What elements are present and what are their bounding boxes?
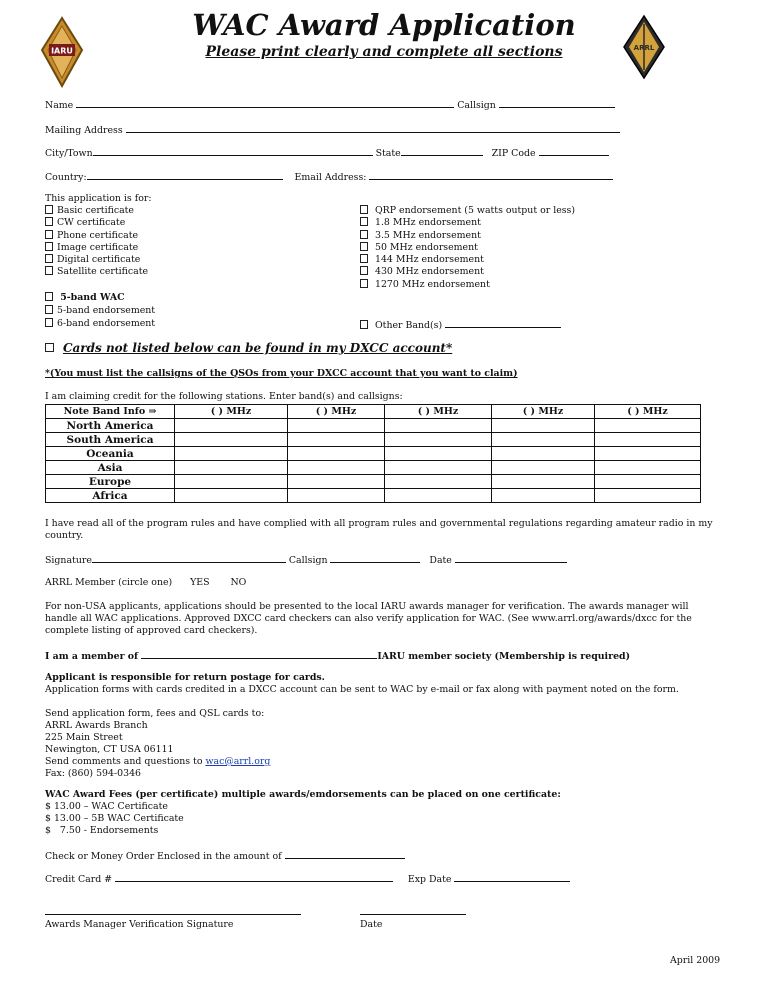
city-field[interactable] bbox=[93, 146, 373, 156]
callsign-cell[interactable] bbox=[595, 475, 701, 489]
signature-row: Signature Callsign Date bbox=[45, 553, 567, 566]
city-row bbox=[45, 146, 609, 159]
callsign-cell[interactable] bbox=[288, 447, 385, 461]
callsign-cell[interactable] bbox=[385, 433, 492, 447]
callsign-cell[interactable] bbox=[385, 419, 492, 433]
member-society-field[interactable] bbox=[141, 649, 377, 659]
arrl-logo-text: ARRL bbox=[633, 44, 655, 52]
region-label: Asia bbox=[46, 461, 175, 475]
state-label: State bbox=[375, 148, 401, 159]
table-row bbox=[46, 447, 701, 461]
country-field[interactable] bbox=[87, 170, 283, 180]
arrl-member-row: ARRL Member (circle one) YES NO bbox=[45, 577, 247, 588]
name-label: Name bbox=[45, 100, 74, 111]
name-field[interactable] bbox=[76, 98, 454, 108]
other-bands-option[interactable]: Other Band(s) bbox=[360, 318, 561, 331]
city-label: City/Town bbox=[45, 148, 93, 159]
checkbox[interactable] bbox=[360, 242, 368, 251]
iaru-logo-text: IARU bbox=[51, 46, 73, 56]
verification-signature-label: Awards Manager Verification Signature bbox=[45, 919, 234, 930]
callsign-cell[interactable] bbox=[175, 475, 288, 489]
checkbox[interactable] bbox=[360, 217, 368, 226]
checkbox[interactable] bbox=[360, 266, 368, 275]
dxcc-footnote: *(You must list the callsigns of the QSOs from your DXCC account that you want to claim) bbox=[45, 368, 518, 379]
callsign-cell[interactable] bbox=[288, 475, 385, 489]
application-heading: This application is for: bbox=[45, 193, 152, 204]
five-band-wac-checkbox[interactable] bbox=[45, 292, 53, 301]
certificate-option[interactable]: CW certificate bbox=[45, 217, 148, 229]
zip-label: ZIP Code bbox=[491, 148, 536, 159]
callsign-cell[interactable] bbox=[385, 461, 492, 475]
checkbox[interactable] bbox=[360, 254, 368, 263]
non-usa-text: For non-USA applicants, applications should be presented to the local IARU awards manager for verification. The awards manager will handle all WAC applications. Approved DXCC card checkers can also verify application for WAC. (See www.arrl.org/awards/dxcc for the complete listing of approved card checkers). bbox=[45, 601, 692, 636]
endorsement-options bbox=[360, 205, 575, 291]
checkbox[interactable] bbox=[45, 305, 53, 314]
table-row bbox=[46, 461, 701, 475]
arrl-member-yes[interactable]: YES bbox=[190, 577, 210, 588]
name-row bbox=[45, 98, 615, 111]
callsign-cell[interactable] bbox=[492, 475, 595, 489]
postage-text: Application forms with cards credited in a DXCC account can be sent to WAC by e-mail or fax along with payment noted on the form. bbox=[45, 684, 679, 695]
checkbox[interactable] bbox=[45, 205, 53, 214]
certificate-option[interactable]: Satellite certificate bbox=[45, 266, 148, 278]
callsign-cell[interactable] bbox=[175, 433, 288, 447]
other-bands-field[interactable] bbox=[445, 318, 561, 328]
check-amount-field[interactable] bbox=[285, 849, 405, 859]
dxcc-checkbox[interactable] bbox=[45, 343, 54, 352]
callsign-cell[interactable] bbox=[595, 461, 701, 475]
email-link[interactable]: wac@arrl.org bbox=[205, 756, 271, 767]
checkbox[interactable] bbox=[360, 230, 368, 239]
credit-card-field[interactable] bbox=[115, 872, 393, 882]
region-label: North America bbox=[46, 419, 175, 433]
callsign-label: Callsign bbox=[457, 100, 496, 111]
mailing-address-label: Mailing Address bbox=[45, 125, 123, 136]
table-row bbox=[46, 489, 701, 503]
endorsement-option[interactable]: 144 MHz endorsement bbox=[360, 254, 575, 266]
mailing-address-row bbox=[45, 123, 620, 136]
page-subtitle: Please print clearly and complete all sections bbox=[205, 44, 563, 60]
certificate-option[interactable]: Phone certificate bbox=[45, 230, 148, 242]
exp-date-field[interactable] bbox=[454, 872, 570, 882]
other-bands-checkbox[interactable] bbox=[360, 320, 368, 329]
mailing-address-field[interactable] bbox=[126, 123, 620, 133]
callsign-cell[interactable] bbox=[288, 433, 385, 447]
fee-item: $ 7.50 - Endorsements bbox=[45, 825, 159, 836]
state-field[interactable] bbox=[401, 146, 483, 156]
claim-table bbox=[45, 404, 701, 503]
band-endorsement-options bbox=[45, 305, 155, 330]
fees-section: WAC Award Fees (per certificate) multiple awards/emdorsements can be placed on one certificate: $ 13.00 – WAC Certificate $ 13.00 – 5B WAC Certificate $ 7.50 - Endorsements bbox=[45, 789, 561, 836]
endorsement-option[interactable]: 1.8 MHz endorsement bbox=[360, 217, 575, 229]
region-label: Europe bbox=[46, 475, 175, 489]
declaration-text: I have read all of the program rules and have complied with all program rules and governmental regulations regarding amateur radio in my country. bbox=[45, 518, 713, 541]
verification-date-field[interactable] bbox=[360, 905, 466, 915]
credit-card-row: Credit Card # Exp Date bbox=[45, 872, 570, 885]
table-row bbox=[46, 475, 701, 489]
fee-item: $ 13.00 – WAC Certificate bbox=[45, 801, 168, 812]
callsign-cell[interactable] bbox=[385, 447, 492, 461]
member-of-row: I am a member of IARU member society (Membership is required) bbox=[45, 651, 631, 662]
page-title: WAC Award Application bbox=[192, 8, 576, 42]
certificate-option[interactable]: Image certificate bbox=[45, 242, 148, 254]
email-field[interactable] bbox=[369, 170, 613, 180]
table-row bbox=[46, 419, 701, 433]
checkbox[interactable] bbox=[45, 242, 53, 251]
band-header[interactable]: ( ) MHz bbox=[288, 405, 385, 419]
callsign-cell[interactable] bbox=[492, 419, 595, 433]
callsign-cell[interactable] bbox=[175, 447, 288, 461]
fee-item: $ 13.00 – 5B WAC Certificate bbox=[45, 813, 184, 824]
endorsement-option[interactable]: 430 MHz endorsement bbox=[360, 266, 575, 278]
checkbox[interactable] bbox=[360, 205, 368, 214]
band-header[interactable]: ( ) MHz bbox=[595, 405, 701, 419]
callsign-cell[interactable] bbox=[385, 489, 492, 503]
five-band-wac-option[interactable]: 5-band WAC bbox=[45, 292, 125, 303]
checkbox[interactable] bbox=[45, 230, 53, 239]
certificate-options bbox=[45, 205, 148, 279]
table-header-row bbox=[46, 405, 701, 419]
callsign-cell[interactable] bbox=[175, 489, 288, 503]
region-label: Africa bbox=[46, 489, 175, 503]
verification-date-label: Date bbox=[360, 919, 383, 930]
callsign-cell[interactable] bbox=[492, 461, 595, 475]
callsign-cell[interactable] bbox=[288, 419, 385, 433]
claim-text: I am claiming credit for the following stations. Enter band(s) and callsigns: bbox=[45, 391, 403, 402]
callsign-cell[interactable] bbox=[595, 447, 701, 461]
country-label: Country: bbox=[45, 172, 87, 183]
callsign-cell[interactable] bbox=[595, 489, 701, 503]
postage-note: Applicant is responsible for return postage for cards. bbox=[45, 672, 325, 683]
declaration-callsign-field[interactable] bbox=[330, 553, 420, 563]
note-band-header: Note Band Info ⇒ bbox=[46, 405, 175, 419]
checkbox[interactable] bbox=[45, 266, 53, 275]
country-row bbox=[45, 170, 613, 183]
certificate-option[interactable]: Digital certificate bbox=[45, 254, 148, 266]
signature-field[interactable] bbox=[92, 553, 286, 563]
checkbox[interactable] bbox=[45, 254, 53, 263]
endorsement-option[interactable]: 3.5 MHz endorsement bbox=[360, 230, 575, 242]
arrl-member-no[interactable]: NO bbox=[230, 577, 247, 588]
callsign-cell[interactable] bbox=[288, 461, 385, 475]
band-header[interactable]: ( ) MHz bbox=[492, 405, 595, 419]
region-label: Oceania bbox=[46, 447, 175, 461]
endorsement-option[interactable]: 50 MHz endorsement bbox=[360, 242, 575, 254]
callsign-cell[interactable] bbox=[492, 447, 595, 461]
band-endorsement-option[interactable]: 5-band endorsement bbox=[45, 305, 155, 318]
table-row bbox=[46, 433, 701, 447]
callsign-cell[interactable] bbox=[175, 419, 288, 433]
email-label: Email Address: bbox=[294, 172, 367, 183]
checkbox[interactable] bbox=[45, 318, 53, 327]
declaration-date-field[interactable] bbox=[455, 553, 567, 563]
endorsement-option[interactable]: QRP endorsement (5 watts output or less) bbox=[360, 205, 575, 217]
verification-signature-field[interactable] bbox=[45, 905, 301, 915]
callsign-cell[interactable] bbox=[175, 461, 288, 475]
dxcc-cards-option[interactable]: Cards not listed below can be found in my DXCC account* bbox=[45, 341, 452, 355]
callsign-cell[interactable] bbox=[288, 489, 385, 503]
callsign-cell[interactable] bbox=[385, 475, 492, 489]
region-label: South America bbox=[46, 433, 175, 447]
band-endorsement-option[interactable]: 6-band endorsement bbox=[45, 318, 155, 331]
callsign-cell[interactable] bbox=[595, 433, 701, 447]
callsign-cell[interactable] bbox=[595, 419, 701, 433]
checkbox[interactable] bbox=[360, 279, 368, 288]
callsign-cell[interactable] bbox=[492, 433, 595, 447]
callsign-field[interactable] bbox=[499, 98, 615, 108]
zip-field[interactable] bbox=[539, 146, 609, 156]
checkbox[interactable] bbox=[45, 217, 53, 226]
callsign-cell[interactable] bbox=[492, 489, 595, 503]
endorsement-option[interactable]: 1270 MHz endorsement bbox=[360, 279, 575, 291]
band-header[interactable]: ( ) MHz bbox=[385, 405, 492, 419]
verification-row bbox=[45, 905, 301, 918]
band-header[interactable]: ( ) MHz bbox=[175, 405, 288, 419]
check-row: Check or Money Order Enclosed in the amount of bbox=[45, 849, 405, 862]
mailing-instructions: Send application form, fees and QSL cards to: ARRL Awards Branch 225 Main Street Newington, CT USA 06111 Send comments and questions to wac@arrl.org Fax: (860) 594-0346 bbox=[45, 708, 271, 779]
certificate-option[interactable]: Basic certificate bbox=[45, 205, 148, 217]
footer-date: April 2009 bbox=[670, 955, 721, 966]
